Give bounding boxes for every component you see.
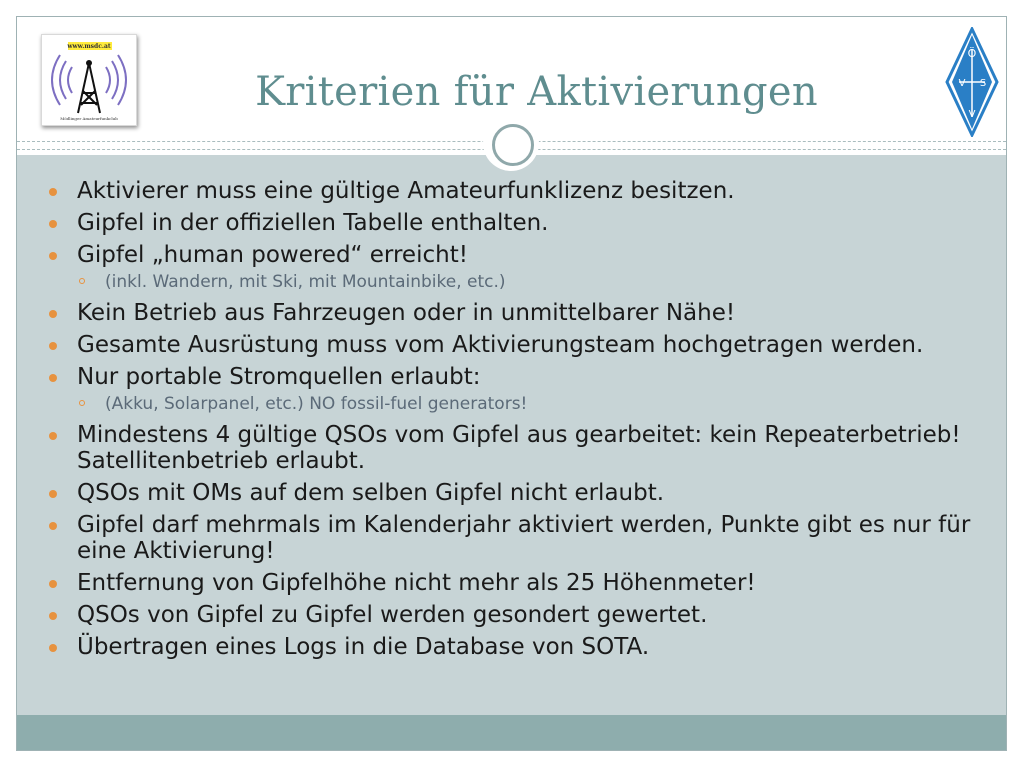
logo-letter-bottom: V xyxy=(968,109,976,120)
logo-caption: Mödlinger Amateurfunkclub xyxy=(60,116,118,121)
logo-letter-top: Ö xyxy=(967,47,977,60)
bullet-item xyxy=(45,242,975,268)
bullet-text: Nur portable Stromquellen erlaubt: xyxy=(77,364,481,390)
bullet-dot-icon xyxy=(49,374,57,382)
bullet-item xyxy=(45,634,975,660)
bullet-dot-icon xyxy=(49,522,57,530)
bullet-item xyxy=(45,300,975,326)
bullet-item xyxy=(45,210,975,236)
logo-url-text: www.msdc.at xyxy=(67,43,111,50)
slide-footer xyxy=(17,715,1006,751)
bullet-item xyxy=(45,422,975,474)
logo-letter-left: V xyxy=(958,78,966,89)
ring-icon xyxy=(492,124,534,166)
bullet-text: QSOs von Gipfel zu Gipfel werden gesondert gewertet. xyxy=(77,602,708,628)
bullet-dot-icon xyxy=(49,612,57,620)
logo-letter-right: S xyxy=(979,78,987,89)
sub-bullet-item xyxy=(45,394,975,414)
bullet-item xyxy=(45,570,975,596)
slide-content xyxy=(17,155,1006,715)
bullet-item xyxy=(45,332,975,358)
bullet-text: Gipfel darf mehrmals im Kalenderjahr aktiviert werden, Punkte gibt es nur für eine Aktivierung! xyxy=(77,512,971,564)
bullet-item xyxy=(45,512,975,564)
bullet-dot-icon xyxy=(49,310,57,318)
bullet-text: Aktivierer muss eine gültige Amateurfunklizenz besitzen. xyxy=(77,178,735,204)
bullet-item xyxy=(45,178,975,204)
bullet-dot-icon xyxy=(49,188,57,196)
bullet-dot-icon xyxy=(49,220,57,228)
bullet-dot-icon xyxy=(49,644,57,652)
bullet-text: (inkl. Wandern, mit Ski, mit Mountainbike, etc.) xyxy=(105,272,506,292)
bullet-dot-icon xyxy=(49,580,57,588)
bullet-dot-icon xyxy=(49,342,57,350)
bullet-text: Entfernung von Gipfelhöhe nicht mehr als 25 Höhenmeter! xyxy=(77,570,756,596)
bullet-item xyxy=(45,602,975,628)
bullet-text: Übertragen eines Logs in die Database von SOTA. xyxy=(77,634,650,660)
bullet-circle-icon xyxy=(79,400,85,406)
sub-bullet-item xyxy=(45,272,975,292)
bullet-text: Kein Betrieb aus Fahrzeugen oder in unmittelbarer Nähe! xyxy=(77,300,736,326)
bullet-text: QSOs mit OMs auf dem selben Gipfel nicht erlaubt. xyxy=(77,480,665,506)
bullet-text: Mindestens 4 gültige QSOs vom Gipfel aus gearbeitet: kein Repeaterbetrieb! Satellitenbetrieb erlaubt. xyxy=(77,422,961,474)
oevsv-logo-icon xyxy=(945,27,999,137)
bullet-text: (Akku, Solarpanel, etc.) NO fossil-fuel generators! xyxy=(105,394,528,414)
slide-frame xyxy=(16,16,1007,751)
bullet-dot-icon xyxy=(49,490,57,498)
bullet-item xyxy=(45,364,975,390)
bullet-text: Gesamte Ausrüstung muss vom Aktivierungsteam hochgetragen werden. xyxy=(77,332,924,358)
bullet-text: Gipfel „human powered“ erreicht! xyxy=(77,242,468,268)
bullet-dot-icon xyxy=(49,252,57,260)
bullet-text: Gipfel in der offiziellen Tabelle enthalten. xyxy=(77,210,549,236)
bullet-circle-icon xyxy=(79,278,85,284)
bullet-dot-icon xyxy=(49,432,57,440)
bullet-list xyxy=(45,178,975,666)
bullet-item xyxy=(45,480,975,506)
slide-title: Kriterien für Aktivierungen xyxy=(255,69,818,115)
divider-ornament xyxy=(483,115,539,171)
